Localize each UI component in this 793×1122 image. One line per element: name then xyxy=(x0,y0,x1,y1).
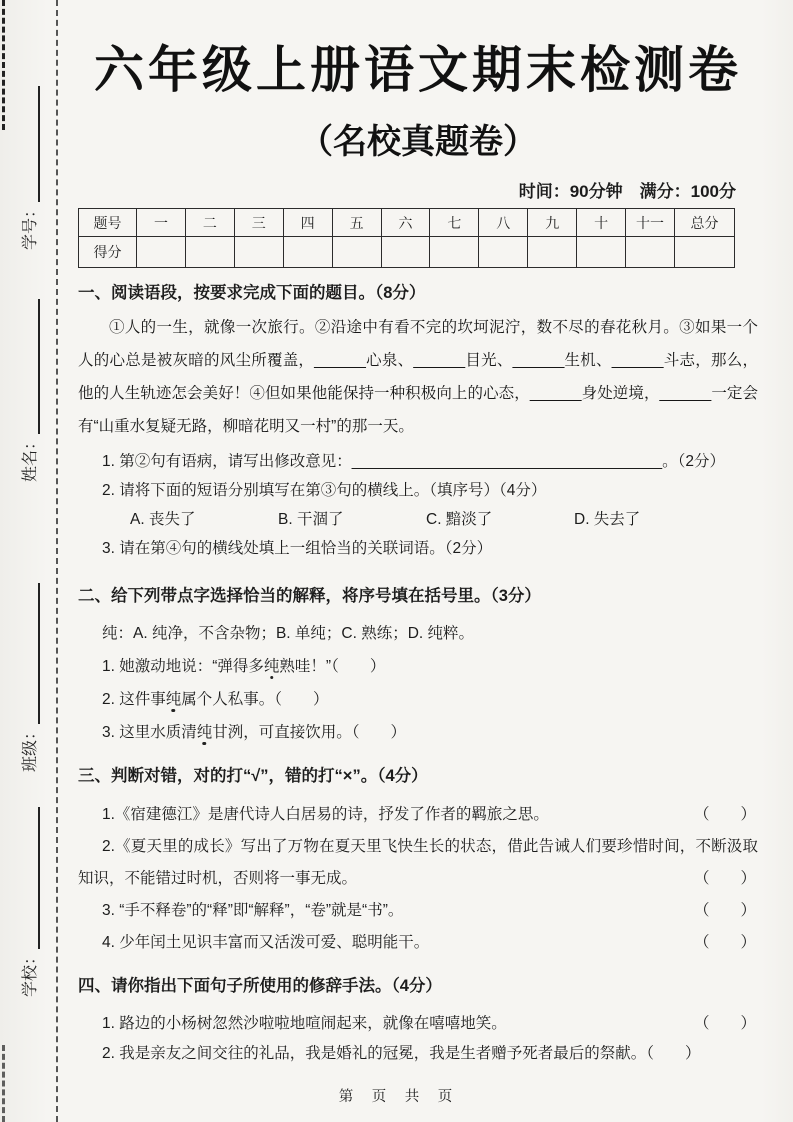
score-header-cell: 一 xyxy=(137,209,186,237)
item-text: 1.《宿建德江》是唐代诗人白居易的诗，抒发了作者的羁旅之思。 xyxy=(102,806,549,823)
score-table-header-row xyxy=(79,209,735,237)
dotted-character: 纯 xyxy=(165,691,182,708)
section-1-heading: 一、阅读语段，按要求完成下面的题目。（8分） xyxy=(78,284,426,302)
school-blank[interactable] xyxy=(22,807,40,949)
section-1 xyxy=(78,282,758,563)
answer-parentheses[interactable]: （ ） xyxy=(693,806,756,823)
margin-dashed-line xyxy=(56,0,58,1122)
answer-parentheses[interactable]: （ ） xyxy=(646,1045,701,1062)
option-c: C. 黯淡了 xyxy=(426,511,493,528)
section-4 xyxy=(78,975,758,1069)
page-title: 六年级上册语文期末检测卷 xyxy=(94,42,742,98)
page-footer: 第 页 共 页 xyxy=(338,1089,455,1105)
dotted-character: 纯 xyxy=(263,658,280,675)
answer-parentheses[interactable]: （ ） xyxy=(693,934,756,951)
score-value-cell[interactable] xyxy=(528,237,577,268)
answer-parentheses[interactable]: （ ） xyxy=(693,1015,756,1032)
option-d: D. 失去了 xyxy=(574,511,641,528)
section-4-item-1 xyxy=(78,1009,758,1039)
score-value-cell[interactable] xyxy=(577,237,626,268)
score-header-cell: 十一 xyxy=(626,209,675,237)
score-value-cell[interactable] xyxy=(185,237,234,268)
score-header-cell: 题号 xyxy=(79,209,137,237)
option-a: A. 丧失了 xyxy=(130,511,196,528)
item-text: 属个人私事。（ ） xyxy=(181,691,329,708)
score-value-cell[interactable] xyxy=(675,237,735,268)
score-header-cell: 六 xyxy=(381,209,430,237)
dotted-character: 纯 xyxy=(196,724,213,741)
student-name-field xyxy=(14,299,40,482)
score-value-cell[interactable] xyxy=(283,237,332,268)
score-value-cell[interactable] xyxy=(479,237,528,268)
section-3-item-3 xyxy=(78,895,758,927)
score-header-cell: 八 xyxy=(479,209,528,237)
section-3-item-2 xyxy=(78,831,758,895)
section-2-heading: 二、给下列带点字选择恰当的解释，将序号填在括号里。（3分） xyxy=(78,587,541,605)
item-text: 2. 我是亲友之间交往的礼品，我是婚礼的冠冕，我是生者赠予死者最后的祭献。 xyxy=(102,1045,647,1062)
section-1-q2-options xyxy=(130,505,758,534)
score-header-cell: 四 xyxy=(283,209,332,237)
school-field xyxy=(14,807,40,997)
score-header-cell: 三 xyxy=(234,209,283,237)
class-label: 班级： xyxy=(22,723,39,772)
score-header-cell: 九 xyxy=(528,209,577,237)
class-field xyxy=(14,583,40,772)
score-value-cell[interactable] xyxy=(381,237,430,268)
score-row-label: 得分 xyxy=(79,237,137,268)
item-text: 2. 这件事 xyxy=(102,691,166,708)
score-value-cell[interactable] xyxy=(626,237,675,268)
answer-parentheses[interactable]: （ ） xyxy=(693,870,756,887)
student-id-label: 学号： xyxy=(22,201,39,250)
section-3-heading: 三、判断对错，对的打“√”，错的打“×”。（4分） xyxy=(78,767,428,785)
score-value-cell[interactable] xyxy=(430,237,479,268)
student-id-blank[interactable] xyxy=(22,86,40,202)
item-text: 熟哇！”（ ） xyxy=(279,658,386,675)
section-2-gloss: 纯：A. 纯净，不含杂物；B. 单纯；C. 熟练；D. 纯粹。 xyxy=(102,625,475,642)
score-value-cell[interactable] xyxy=(137,237,186,268)
section-4-heading: 四、请你指出下面句子所使用的修辞手法。（4分） xyxy=(78,977,442,995)
item-text: 3. 这里水质清 xyxy=(102,724,197,741)
scan-edge-artifact xyxy=(2,0,5,130)
score-table xyxy=(78,208,735,268)
item-text: 2.《夏天里的成长》写出了万物在夏天里飞快生长的状态，借此告诫人们要珍惜时间，不断汲取知识，不能错过时机，否则将一事无成。 xyxy=(78,838,758,887)
section-1-question-1: 1. 第②句有语病，请写出修改意见：____________________________________。（2分） xyxy=(102,453,725,470)
student-name-blank[interactable] xyxy=(22,299,40,434)
section-4-item-2 xyxy=(78,1039,758,1069)
section-3 xyxy=(78,765,758,959)
student-id-field xyxy=(14,86,40,250)
score-header-cell: 七 xyxy=(430,209,479,237)
scan-edge-artifact xyxy=(2,1045,5,1122)
item-text: 甘洌，可直接饮用。（ ） xyxy=(212,724,407,741)
section-2-item-2 xyxy=(78,685,758,714)
score-header-cell: 二 xyxy=(185,209,234,237)
score-header-cell: 十 xyxy=(577,209,626,237)
student-name-label: 姓名： xyxy=(22,433,39,482)
school-label: 学校： xyxy=(22,948,39,997)
score-header-cell: 总分 xyxy=(675,209,735,237)
page-subtitle: （名校真题卷） xyxy=(299,123,537,161)
time-and-score-meta: 时间：90分钟 满分：100分 xyxy=(518,182,736,201)
option-b: B. 干涸了 xyxy=(278,511,344,528)
section-1-question-2: 2. 请将下面的短语分别填写在第③句的横线上。（填序号）（4分） xyxy=(102,482,547,499)
item-text: 4. 少年闰土见识丰富而又活泼可爱、聪明能干。 xyxy=(102,934,430,951)
section-2 xyxy=(78,585,758,747)
score-value-cell[interactable] xyxy=(332,237,381,268)
score-value-cell[interactable] xyxy=(234,237,283,268)
exam-content xyxy=(78,0,758,1069)
item-text: 1. 路边的小杨树忽然沙啦啦地喧闹起来，就像在嘻嘻地笑。 xyxy=(102,1015,507,1032)
item-text: 3. “手不释卷”的“释”即“解释”，“卷”就是“书”。 xyxy=(102,902,404,919)
section-2-item-3 xyxy=(78,718,758,747)
score-table-value-row xyxy=(79,237,735,268)
section-3-item-1 xyxy=(78,799,758,831)
item-text: 1. 她激动地说：“弹得多 xyxy=(102,658,264,675)
section-1-question-3: 3. 请在第④句的横线处填上一组恰当的关联词语。（2分） xyxy=(102,540,493,557)
section-2-item-1 xyxy=(78,652,758,681)
section-3-item-4 xyxy=(78,927,758,959)
score-header-cell: 五 xyxy=(332,209,381,237)
answer-parentheses[interactable]: （ ） xyxy=(693,902,756,919)
section-1-passage: ①人的一生，就像一次旅行。②沿途中有看不完的坎坷泥泞，数不尽的春花秋月。③如果一个人的心总是被灰暗的风尘所覆盖，______心泉、______目光、______生机、______斗志，那么，他的人生轨迹怎会美好！④但如果他能保持一种积极向上的心态，______身处逆境，______一定会有“山重水复疑无路，柳暗花明又一村”的那一天。 xyxy=(78,319,758,435)
class-blank[interactable] xyxy=(22,583,40,724)
